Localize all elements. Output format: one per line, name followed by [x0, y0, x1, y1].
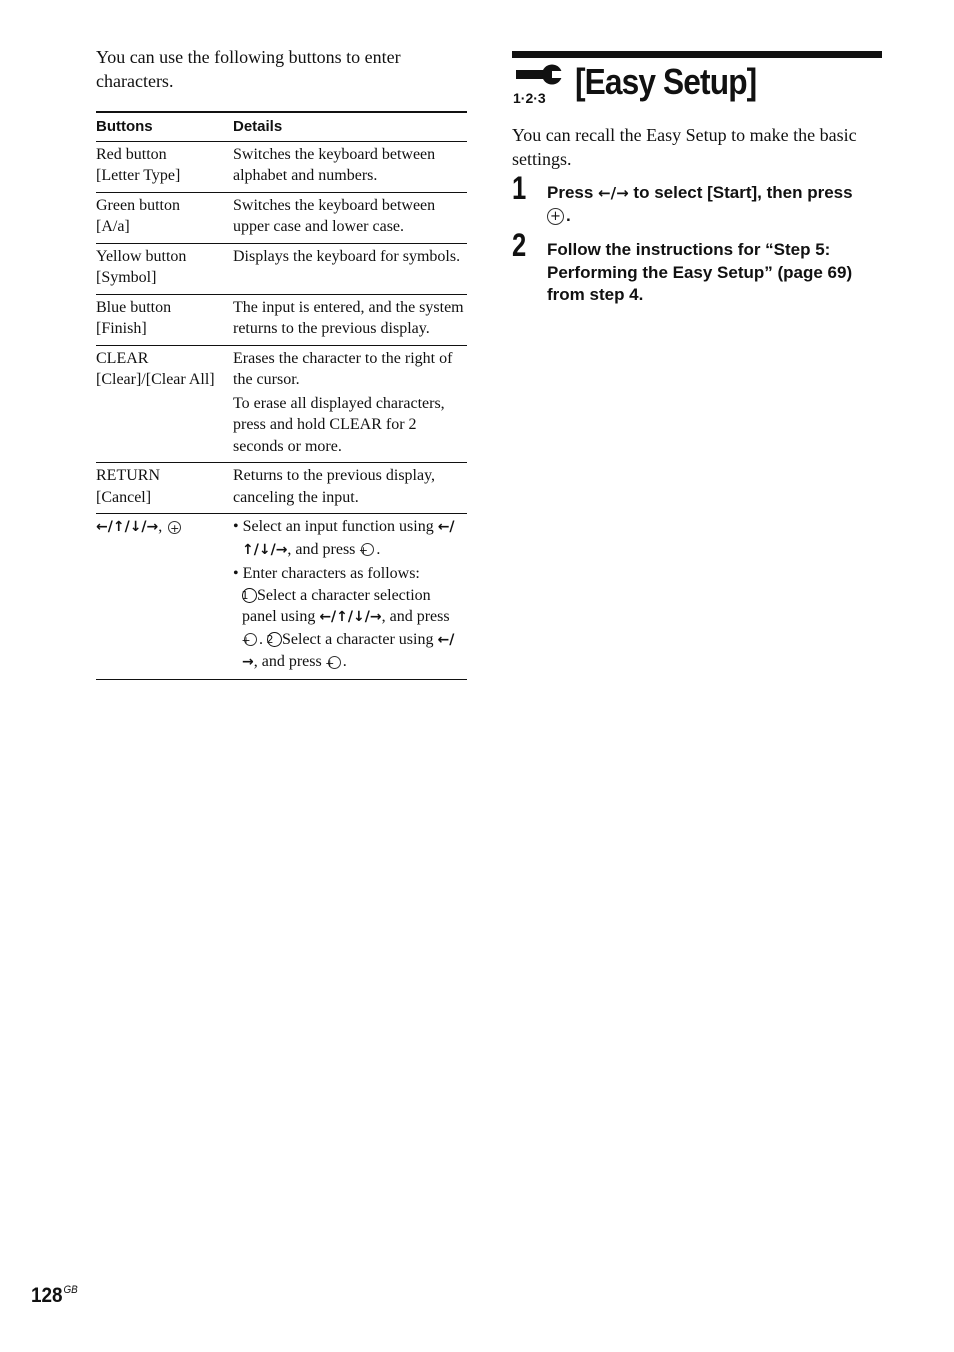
button-label: CLEAR [96, 349, 149, 367]
details-text: The input is entered, and the system returns to the previous display. [233, 298, 464, 337]
section-description: You can recall the Easy Setup to make the basic settings. [512, 125, 857, 169]
enter-button-icon: + [361, 543, 374, 556]
left-right-keys-icon: ←/→ [242, 631, 455, 670]
icon-label-123: 1·2·3 [513, 90, 546, 106]
intro-text: You can use the following buttons to enter characters. [96, 47, 401, 91]
button-label: [Letter Type] [96, 167, 181, 184]
left-right-keys-icon: ←/→ [598, 184, 629, 202]
section-rule [512, 51, 882, 58]
circled-number-1-icon: 1 [242, 588, 257, 603]
table-row [96, 345, 467, 463]
arrow-keys-icon: ←/↑/↓/→ [96, 519, 159, 535]
button-label: [Symbol] [96, 269, 157, 286]
button-label: Yellow button [96, 247, 187, 265]
details-text: To erase all displayed characters, press and hold CLEAR for 2 seconds or more. [233, 394, 445, 455]
buttons-table [96, 111, 467, 680]
details-text: Erases the character to the right of the cursor. [233, 349, 453, 388]
enter-button-icon: + [170, 521, 180, 535]
cell-button [96, 192, 233, 243]
cell-arrow-buttons: ←/↑/↓/→, + [96, 514, 233, 680]
step-number-1: 1 [512, 170, 527, 206]
step-text-1: Press ←/→ to select [Start], then press + . [547, 183, 853, 225]
arrow-keys-icon: ←/↑/↓/→ [242, 519, 455, 558]
button-label: Blue button [96, 298, 172, 316]
button-label: [Finish] [96, 320, 147, 337]
section-title: [Easy Setup] [575, 61, 757, 102]
table-row [96, 463, 467, 514]
details-text: Switches the keyboard between alphabet and numbers. [233, 145, 436, 184]
button-label: [Cancel] [96, 488, 152, 506]
header-details: Details [233, 112, 467, 141]
setup-wrench-icon [512, 62, 564, 106]
cell-button [96, 141, 233, 192]
button-label: Red button [96, 145, 167, 163]
table-row-arrows [96, 514, 467, 680]
cell-details [233, 243, 467, 294]
page-number: $128^{GB}$ [31, 1284, 78, 1307]
enter-button-icon: + [328, 656, 341, 669]
bullet-select-function: • Select an input function using ←/↑/↓/→, and press + . [233, 518, 455, 558]
details-text: Returns to the previous display, canceling the input. [233, 467, 436, 506]
cell-button [96, 243, 233, 294]
button-label: [A/a] [96, 218, 130, 235]
details-text: Displays the keyboard for symbols. [233, 247, 461, 265]
table-row [96, 294, 467, 345]
cell-details [233, 192, 467, 243]
header-buttons: Buttons [96, 112, 233, 141]
table-header-row [96, 112, 467, 141]
details-text: Switches the keyboard between upper case and lower case. [233, 196, 436, 235]
bullet-enter-characters: • Enter characters as follows: 1 Select a character selection panel using ←/↑/↓/→, and press + . 2 Select a character using ←/→, and press + . [233, 565, 455, 670]
button-label: RETURN [96, 467, 160, 484]
table-row [96, 192, 467, 243]
button-label: [Clear]/[Clear All] [96, 371, 215, 388]
cell-button [96, 463, 233, 514]
step-number-2: 2 [512, 227, 527, 263]
circled-number-2-icon: 2 [267, 632, 282, 647]
button-label: Green button [96, 196, 180, 214]
table-row [96, 141, 467, 192]
enter-button-icon: + [244, 633, 257, 646]
cell-arrow-details [233, 514, 467, 680]
cell-details [233, 345, 467, 463]
cell-button [96, 345, 233, 463]
arrow-keys-icon: ←/↑/↓/→ [319, 609, 382, 625]
table-row [96, 243, 467, 294]
enter-button-icon: + [547, 208, 564, 225]
cell-details [233, 294, 467, 345]
cell-details [233, 141, 467, 192]
cell-details [233, 463, 467, 514]
cell-button [96, 294, 233, 345]
step-text-2: Follow the instructions for “Step 5: Performing the Easy Setup” (page 69) from step 4. [547, 240, 853, 304]
